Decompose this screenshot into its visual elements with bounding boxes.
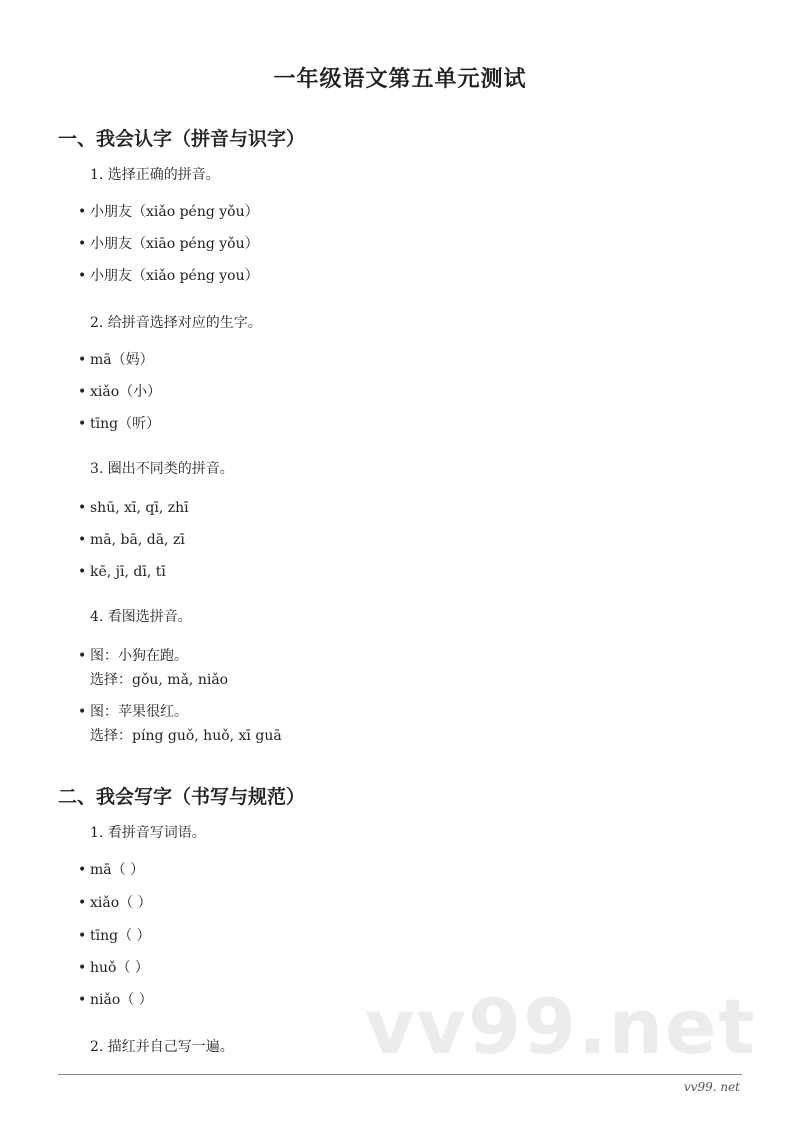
bullet-icon: • <box>78 384 87 400</box>
list-item: • tīng（听） <box>78 412 160 436</box>
bullet-icon: • <box>78 704 87 720</box>
list-item: • 小朋友（xiāo péng yǒu） <box>78 232 259 256</box>
bullet-icon: • <box>78 532 87 548</box>
bullet-icon: • <box>78 416 87 432</box>
list-item: • tīng（ ） <box>78 924 151 948</box>
question-2-2: 2. 描红并自己写一遍。 <box>90 1039 234 1055</box>
bullet-icon: • <box>78 236 87 252</box>
page-title: 一年级语文第五单元测试 <box>273 67 527 92</box>
bullet-icon: • <box>78 928 87 944</box>
bullet-icon: • <box>78 352 87 368</box>
choice-options: 选择：píng guǒ, huǒ, xī guā <box>90 728 282 744</box>
list-item: • mā（妈） <box>78 348 154 372</box>
question-2-1: 1. 看拼音写词语。 <box>90 825 206 841</box>
question-1-1: 1. 选择正确的拼音。 <box>90 167 220 183</box>
picture-description: 图：小狗在跑。 <box>90 648 188 664</box>
bullet-icon: • <box>78 268 87 284</box>
list-item: • kē, jī, dī, tī <box>78 560 166 584</box>
list-item <box>78 644 228 692</box>
list-item: • xiǎo（ ） <box>78 891 152 915</box>
bullet-icon: • <box>78 648 87 664</box>
section-1-heading: 一、我会认字（拼音与识字） <box>58 128 306 150</box>
bullet-icon: • <box>78 500 87 516</box>
choice-options: 选择：gǒu, mǎ, niǎo <box>90 672 229 688</box>
list-item: • mā（ ） <box>78 858 144 882</box>
list-item: • niǎo（ ） <box>78 988 153 1012</box>
bullet-icon: • <box>78 862 87 878</box>
bullet-icon: • <box>78 992 87 1008</box>
question-1-3: 3. 圈出不同类的拼音。 <box>90 461 234 477</box>
section-2-heading: 二、我会写字（书写与规范） <box>58 786 306 808</box>
list-item <box>78 700 282 748</box>
list-item: • mā, bā, dā, zī <box>78 528 185 552</box>
bullet-icon: • <box>78 960 87 976</box>
picture-description: 图：苹果很红。 <box>90 704 188 720</box>
watermark: vv99.net <box>365 982 757 1071</box>
bullet-icon: • <box>78 895 87 911</box>
list-item: • shū, xī, qī, zhī <box>78 496 189 520</box>
list-item: • xiǎo（小） <box>78 380 161 404</box>
list-item: • huǒ（ ） <box>78 956 149 980</box>
bullet-icon: • <box>78 204 87 220</box>
question-1-2: 2. 给拼音选择对应的生字。 <box>90 315 262 331</box>
footer-text: vv99. net <box>683 1080 740 1094</box>
list-item: • 小朋友（xiǎo péng yǒu） <box>78 200 259 224</box>
bullet-icon: • <box>78 564 87 580</box>
question-1-4: 4. 看图选拼音。 <box>90 609 192 625</box>
list-item: • 小朋友（xiǎo péng you） <box>78 264 259 288</box>
footer-divider <box>58 1074 742 1075</box>
